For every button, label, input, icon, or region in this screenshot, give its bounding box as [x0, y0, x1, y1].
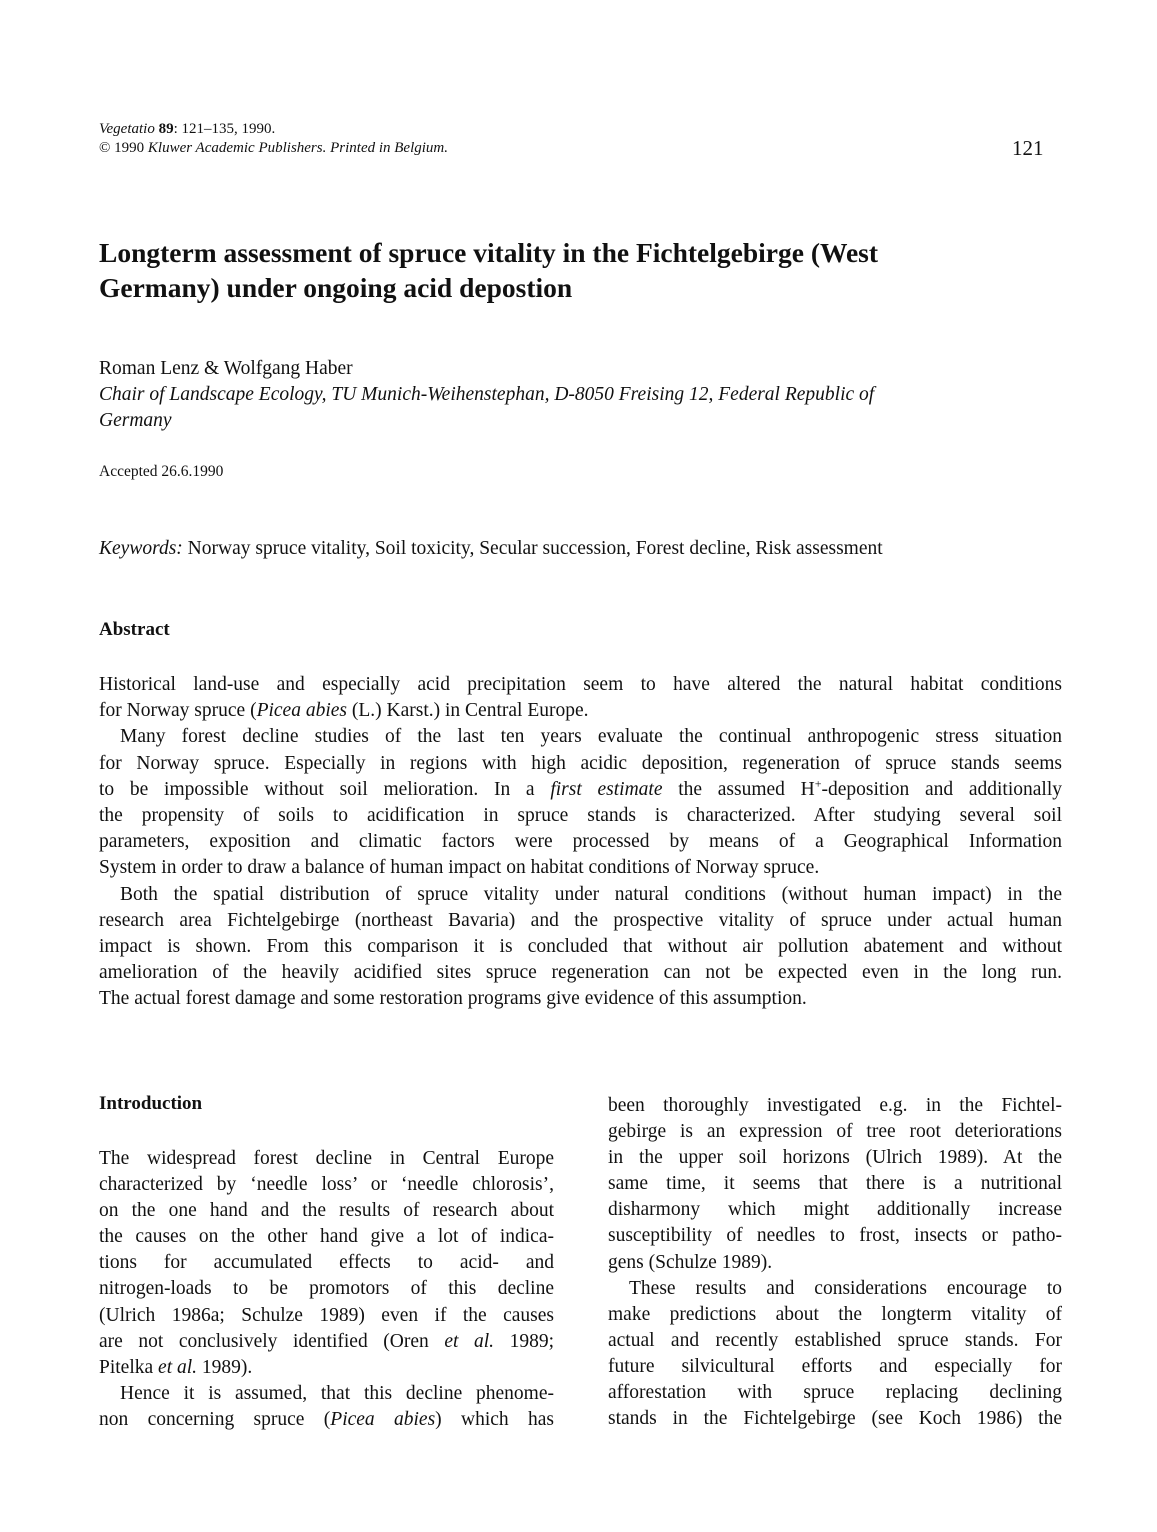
body-line: future silvicultural efforts and especially for	[608, 1355, 1062, 1377]
body-line: disharmony which might additionally increase	[608, 1199, 1062, 1221]
abstract-line: Many forest decline studies of the last ten years evaluate the continual anthropogenic stress situation	[120, 726, 1062, 748]
keywords-label: Keywords:	[99, 538, 183, 559]
body-line: non concerning spruce (Picea abies) which has	[99, 1408, 554, 1430]
body-line: Pitelka et al. 1989).	[99, 1356, 253, 1378]
introduction-heading: Introduction	[99, 1093, 203, 1114]
body-line: These results and considerations encourage to	[629, 1277, 1062, 1299]
body-line: (Ulrich 1986a; Schulze 1989) even if the causes	[99, 1304, 554, 1326]
authors: Roman Lenz & Wolfgang Haber	[99, 358, 353, 379]
body-line: stands in the Fichtelgebirge (see Koch 1986) the	[608, 1408, 1062, 1430]
page-number: 121	[1012, 136, 1044, 160]
body-line: the causes on the other hand give a lot of indica-	[99, 1226, 554, 1248]
keywords	[99, 538, 883, 560]
abstract-line: The actual forest damage and some restoration programs give evidence of this assumption.	[99, 988, 807, 1010]
body-line: same time, it seems that there is a nutritional	[608, 1173, 1062, 1195]
body-line: been thoroughly investigated e.g. in the Fichtel-	[608, 1095, 1062, 1116]
copyright-year: 1990	[110, 140, 148, 156]
body-line: tions for accumulated effects to acid- and	[99, 1252, 554, 1274]
abstract-line: the propensity of soils to acidification in spruce stands is characterized. After studying several soil	[99, 804, 1062, 826]
affiliation-line-1: Chair of Landscape Ecology, TU Munich-Weihenstephan, D-8050 Freising 12, Federal Republic of	[99, 384, 875, 405]
abstract-body	[99, 672, 1062, 1012]
abstract-line: Historical land-use and especially acid precipitation seem to have altered the natural habitat conditions	[99, 674, 1062, 695]
body-line: gens (Schulze 1989).	[608, 1251, 773, 1273]
copyright-icon: ©	[99, 140, 111, 156]
body-line: characterized by ‘needle loss’ or ‘needle chlorosis’,	[99, 1174, 554, 1196]
affiliation-line-2: Germany	[99, 410, 172, 431]
abstract-line: amelioration of the heavily acidified sites spruce regeneration can not be expected even in the long run.	[99, 962, 1062, 984]
body-line: afforestation with spruce replacing declining	[608, 1382, 1062, 1404]
journal-citation	[99, 121, 275, 138]
abstract-line: for Norway spruce (Picea abies (L.) Karst.) in Central Europe.	[99, 700, 589, 722]
abstract-line: to be impossible without soil melioration. In a first estimate the assumed H+-deposition and additionally	[99, 776, 1063, 800]
abstract-line: Both the spatial distribution of spruce vitality under natural conditions (without human impact) in the	[120, 883, 1062, 905]
body-line: The widespread forest decline in Central Europe	[99, 1148, 554, 1169]
accepted-date: Accepted 26.6.1990	[99, 463, 224, 480]
journal-volume: 89	[158, 121, 174, 137]
body-line: nitrogen-loads to be promotors of this decline	[99, 1278, 554, 1300]
keywords-text: Norway spruce vitality, Soil toxicity, Secular succession, Forest decline, Risk assessment	[182, 538, 883, 559]
body-line: in the upper soil horizons (Ulrich 1989). At the	[608, 1147, 1062, 1169]
publisher: Kluwer Academic Publishers. Printed in Belgium.	[147, 140, 449, 156]
title-line-2: Germany) under ongoing acid depostion	[99, 272, 573, 303]
abstract-line: for Norway spruce. Especially in regions with high acidic deposition, regeneration of spruce stands seems	[99, 752, 1062, 774]
body-line: susceptibility of needles to frost, insects or patho-	[608, 1225, 1062, 1247]
abstract-line: parameters, exposition and climatic factors were processed by means of a Geographical Information	[99, 831, 1062, 853]
journal-pages-year: : 121–135, 1990.	[173, 121, 276, 137]
body-line: are not conclusively identified (Oren et al. 1989;	[99, 1330, 554, 1352]
body-line: on the one hand and the results of research about	[99, 1200, 554, 1222]
abstract-line: impact is shown. From this comparison it is concluded that without air pollution abatement and without	[99, 935, 1062, 957]
body-line: gebirge is an expression of tree root deteriorations	[608, 1121, 1062, 1143]
abstract-line: research area Fichtelgebirge (northeast Bavaria) and the prospective vitality of spruce under actual human	[99, 909, 1062, 931]
body-line: actual and recently established spruce stands. For	[608, 1329, 1062, 1351]
abstract-heading: Abstract	[99, 619, 170, 640]
body-line: Hence it is assumed, that this decline phenome-	[120, 1382, 554, 1404]
right-column	[608, 1093, 1062, 1432]
body-line: make predictions about the longterm vitality of	[608, 1303, 1062, 1325]
title-line-1: Longterm assessment of spruce vitality in the Fichtelgebirge (West	[99, 237, 879, 268]
paper-title	[99, 235, 1059, 305]
abstract-line: System in order to draw a balance of human impact on habitat conditions of Norway spruce.	[99, 857, 820, 879]
copyright-line	[99, 140, 448, 157]
left-column	[99, 1146, 554, 1433]
journal-name: Vegetatio	[99, 121, 155, 137]
